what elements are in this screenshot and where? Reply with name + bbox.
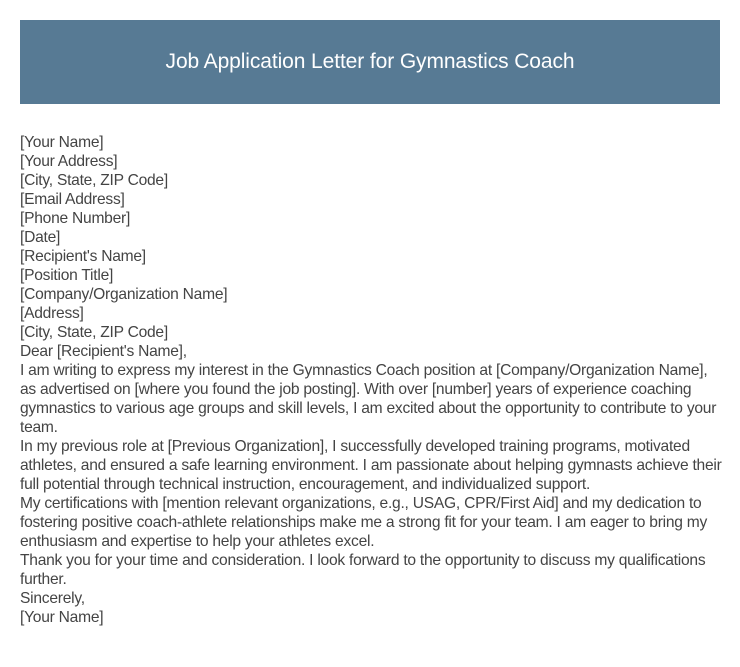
recipient-city-state-zip: [City, State, ZIP Code] — [20, 324, 168, 341]
sender-address: [Your Address] — [20, 153, 118, 170]
recipient-block — [20, 247, 726, 342]
recipient-position-title: [Position Title] — [20, 267, 114, 284]
sender-name: [Your Name] — [20, 134, 104, 151]
recipient-name: [Recipient's Name] — [20, 248, 146, 265]
sender-phone: [Phone Number] — [20, 210, 131, 227]
sender-email: [Email Address] — [20, 191, 125, 208]
paragraph-experience: In my previous role at [Previous Organization], I successfully developed training programs, motivated athletes, and ensured a safe learning environment. I am passionate about helping gymnasts achieve their full potential through technical instruction, encouragement, and individualized support. — [20, 438, 722, 493]
paragraph-certifications: My certifications with [mention relevant organizations, e.g., USAG, CPR/First Aid] and my dedication to fostering positive coach-athlete relationships make me a strong fit for your team. I am eager to bring my enthusiasm and expertise to help your athletes excel. — [20, 495, 708, 550]
letter-header-banner — [20, 20, 720, 104]
closing: Sincerely, — [20, 590, 85, 607]
paragraph-closing-thanks: Thank you for your time and consideration. I look forward to the opportunity to discuss my qualifications further. — [20, 552, 706, 588]
sender-city-state-zip: [City, State, ZIP Code] — [20, 172, 168, 189]
salutation: Dear [Recipient's Name], — [20, 343, 187, 360]
recipient-address: [Address] — [20, 305, 84, 322]
sender-block — [20, 133, 726, 228]
paragraph-introduction: I am writing to express my interest in the Gymnastics Coach position at [Company/Organization Name], as advertised on [where you found the job posting]. With over [number] years of experience coaching gymnastics to various age groups and skill levels, I am excited about the opportunity to contribute to your team. — [20, 362, 717, 436]
recipient-organization: [Company/Organization Name] — [20, 286, 228, 303]
signature: [Your Name] — [20, 609, 104, 626]
page-title: Job Application Letter for Gymnastics Coach — [165, 50, 575, 73]
letter-date: [Date] — [20, 229, 61, 246]
letter-body — [20, 133, 726, 627]
